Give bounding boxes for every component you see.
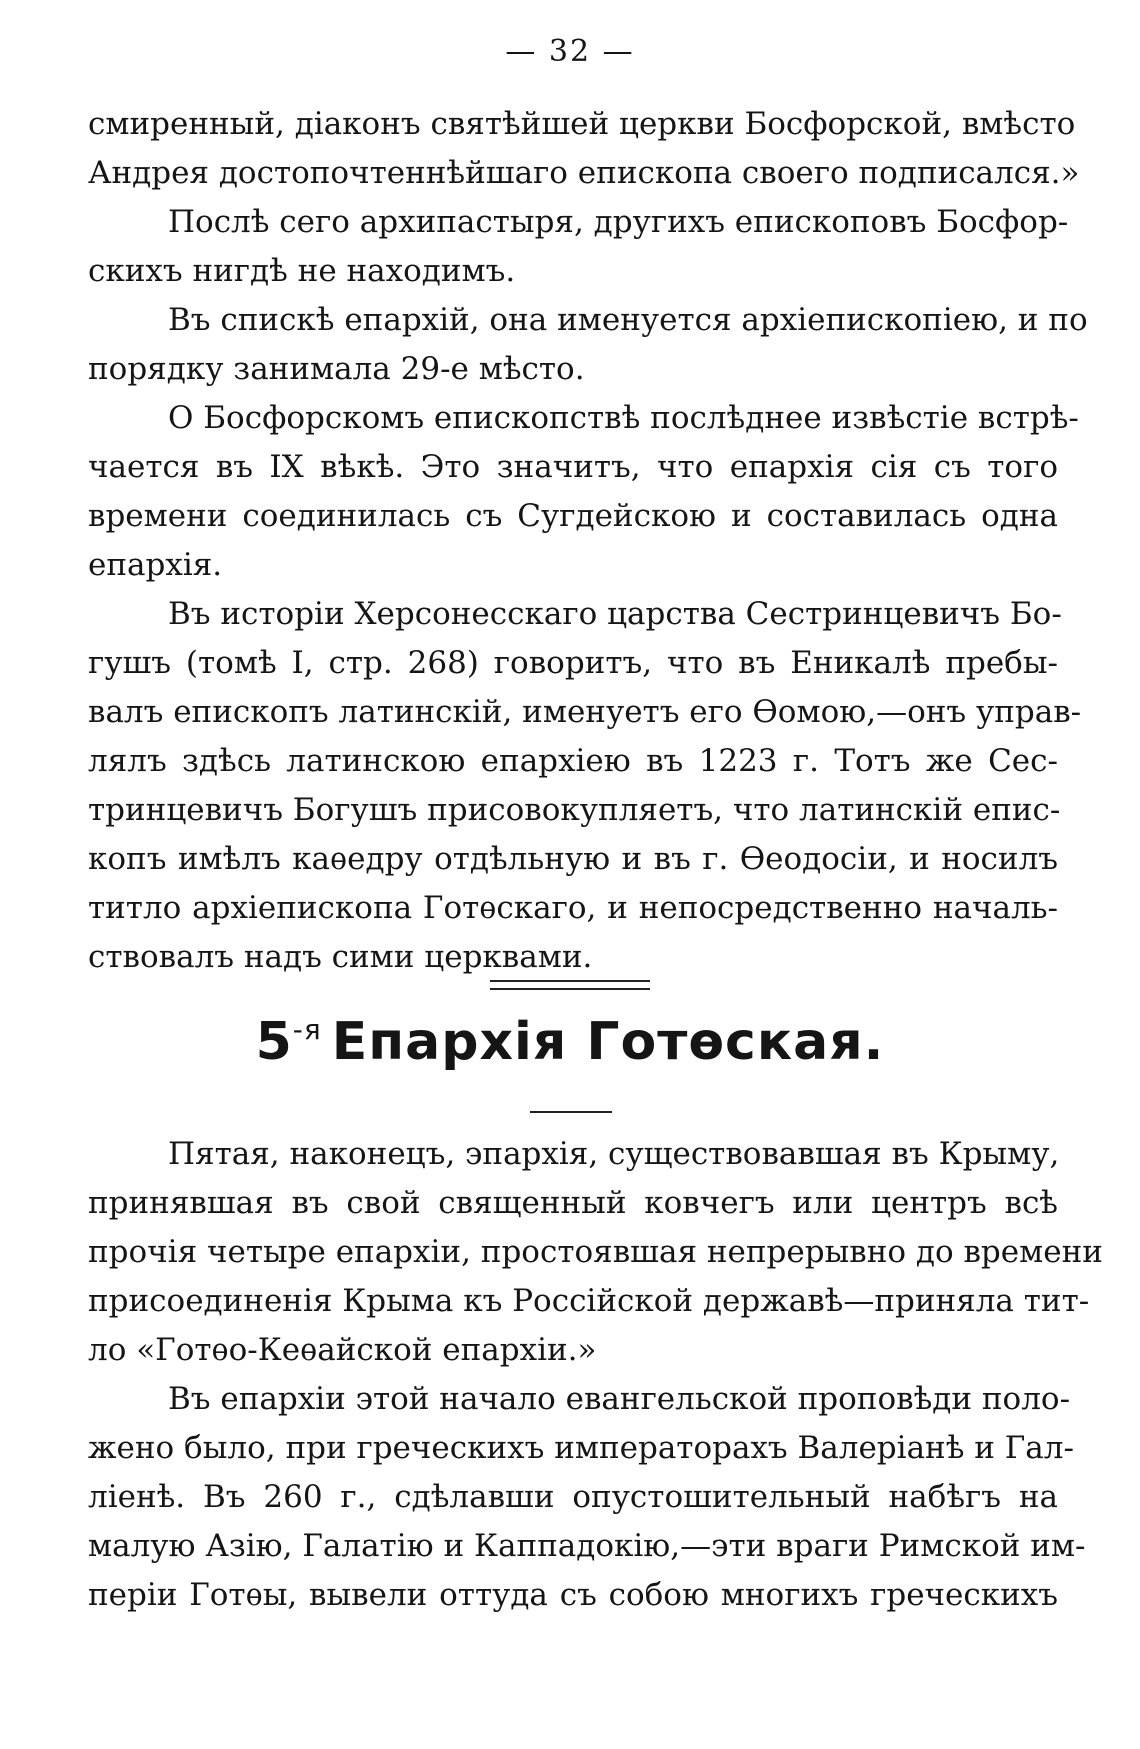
- text-line: епархія.: [88, 547, 223, 583]
- text-line: валъ епископъ латинскій, именуетъ его Ѳомою,—онъ управ-: [88, 694, 1082, 730]
- heading-underline-rule: [530, 1111, 612, 1113]
- section-divider-double-rule: [490, 980, 650, 990]
- text-line: Въ епархіи этой начало евангельской проповѣди поло-: [168, 1381, 1071, 1417]
- text-line: ло «Готѳо-Кеѳайской епархіи.»: [88, 1332, 597, 1368]
- text-line: порядку занимала 29-е мѣсто.: [88, 351, 585, 387]
- text-line: чается въ IX вѣкѣ. Это значитъ, что епархія сія съ того: [88, 449, 1058, 485]
- text-line: малую Азію, Галатію и Каппадокію,—эти враги Римской им-: [88, 1528, 1086, 1564]
- page-number: — 32 —: [505, 34, 635, 69]
- text-line: ліенѣ. Въ 260 г., сдѣлавши опустошительный набѣгъ на: [88, 1479, 1058, 1515]
- heading-number: 5: [255, 1012, 293, 1072]
- text-line: тринцевичъ Богушъ присовокупляетъ, что латинскій епис-: [88, 792, 1061, 828]
- text-line: титло архіепископа Готѳскаго, и непосредственно началь-: [88, 890, 1058, 926]
- bottom-text-block: [88, 1130, 1103, 1620]
- top-text-block: [88, 100, 1088, 982]
- text-line: ствовалъ надъ сими церквами.: [88, 939, 593, 975]
- heading-number-suffix: -я: [292, 1013, 322, 1046]
- text-line: смиренный, діаконъ святѣйшей церкви Босфорской, вмѣсто: [88, 106, 1076, 142]
- text-line: Въ исторіи Херсонесскаго царства Сестринцевичъ Бо-: [168, 596, 1062, 632]
- text-line: лялъ здѣсь латинскою епархіею въ 1223 г. Тотъ же Сес-: [88, 743, 1058, 779]
- text-line: принявшая въ свой священный ковчегъ или центръ всѣ: [88, 1185, 1058, 1221]
- text-line: копъ имѣлъ каѳедру отдѣльную и въ г. Ѳеодосіи, и носилъ: [88, 841, 1058, 877]
- text-line: скихъ нигдѣ не находимъ.: [88, 253, 516, 289]
- text-line: времени соединилась съ Сугдейскою и составилась одна: [88, 498, 1058, 534]
- text-line: Послѣ сего архипастыря, другихъ епископовъ Босфор-: [168, 204, 1069, 240]
- text-line: Пятая, наконецъ, эпархія, существовавшая въ Крыму,: [168, 1136, 1060, 1172]
- text-line: Андрея достопочтеннѣйшаго епископа своего подписался.»: [88, 155, 1080, 191]
- text-line: присоединенія Крыма къ Россійской державѣ—приняла тит-: [88, 1283, 1090, 1319]
- section-heading: [0, 1012, 1140, 1072]
- heading-title: Епархія Готѳская.: [331, 1012, 885, 1072]
- text-line: жено было, при греческихъ императорахъ Валеріанѣ и Гал-: [88, 1430, 1074, 1466]
- text-line: періи Готѳы, вывели оттуда съ собою многихъ греческихъ: [88, 1577, 1058, 1613]
- text-line: прочія четыре епархіи, простоявшая непрерывно до времени: [88, 1234, 1103, 1270]
- text-line: О Босфорскомъ епископствѣ послѣднее извѣстіе встрѣ-: [168, 400, 1079, 436]
- text-line: гушъ (томѣ I, стр. 268) говоритъ, что въ Еникалѣ пребы-: [88, 645, 1058, 681]
- text-line: Въ спискѣ епархій, она именуется архіепископіею, и по: [168, 302, 1088, 338]
